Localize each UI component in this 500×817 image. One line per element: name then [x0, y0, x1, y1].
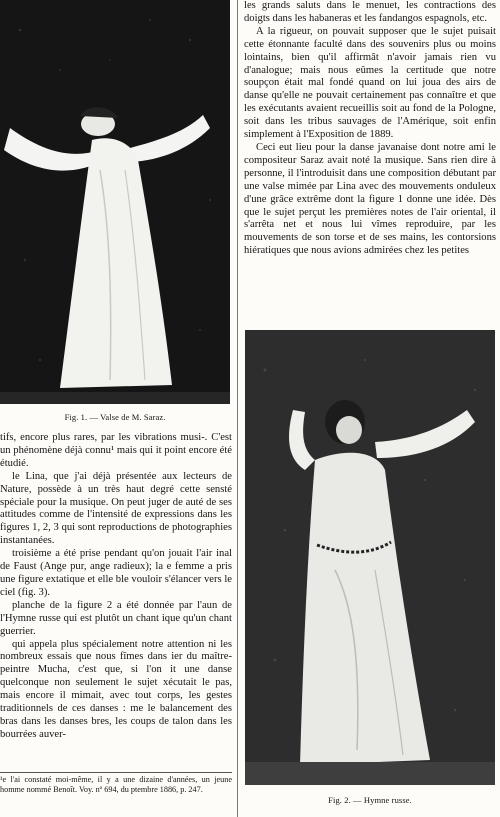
figure-1-caption: Fig. 1. — Valse de M. Saraz.	[64, 412, 166, 422]
right-column-text	[244, 0, 496, 258]
right-paragraph-1: les grands saluts dans le menuet, les contractions des doigts dans les habaneras et les fandangos espagnols, etc.	[244, 0, 496, 24]
figure-1-dancer-illustration	[0, 0, 230, 404]
figure-2-caption: Fig. 2. — Hymne russe.	[328, 795, 412, 805]
figure-2-dancer-illustration	[245, 330, 495, 785]
right-paragraph-2: A la rigueur, on pouvait supposer que le sujet puisait cette étonnante faculté dans des souvenirs plus ou moins lointains, bien qu'il affirmât n'avoir jamais rien vu d'analogue; mais nous eûmes la certitude que notre soupçon était mal fondé quand on lui joua des airs de danse qu'elle ne pouvait certainement pas connaître et que les exécutants avaient recueillis soit au fond de la Pologne, soit dans les tribus sauvages de l'Amérique, soit enfin simplement à l'Exposition de 1889.	[244, 25, 496, 141]
left-paragraph-2: le Lina, que j'ai déjà présentée aux lecteurs de Nature, possède à un très haut degré cette sensté spéciale pour la musique. On peut juger de auté de ses attitudes comme de l'intensité de expressions dans les figures 1, 2, 3 qui sont reproductions de photographies instantanées.	[0, 470, 232, 547]
column-divider	[237, 0, 238, 817]
figure-2-photo	[245, 330, 495, 785]
footnote: ¹e l'ai constaté moi-même, il y a une dizaine d'années, un jeune homme nommé Benoît. Voy. nº 694, du ptembre 1886, p. 247.	[0, 772, 232, 795]
left-column-text	[0, 432, 232, 742]
left-paragraph-3: troisième a été prise pendant qu'on jouait l'air inal de Faust (Ange pur, ange radieux); la e femme a pris une figure extatique et elle ble vouloir s'élancer vers le ciel (fig. 3).	[0, 548, 232, 598]
left-paragraph-5: qui appela plus spécialement notre attention ni les nombreux essais que nous fîmes dans ier du maître-peintre Mucha, c'est que, si l'on it une danse quelconque non seulement le sujet xécutait le pas, mais encore il mimait, avec tout corps, les gestes traditionnels de ces danses : me le balancement des bras dans les danses bres, les coups de talon dans les bourrées auver-	[0, 638, 232, 740]
figure-1-photo	[0, 0, 230, 404]
right-paragraph-3: Ceci eut lieu pour la danse javanaise dont notre ami le compositeur Saraz avait noté la musique. Sans rien dire à personne, il l'introduisit dans une composition débutant par une valse mimée par Lina avec des mouvements onduleux d'une grâce extrême dont la figure 1 donne une idée. Dès que le sujet perçut les premières notes de l'air oriental, il s'arrêta net et nous lui vîmes reproduire, par les mouvements de son torse et de ses mains, les contorsions hiératiques que nous avions admirées chez les petites	[244, 141, 496, 257]
left-paragraph-4: planche de la figure 2 a été donnée par l'aun de l'Hymne russe qui est plutôt un chant ique qu'un chant guerrier.	[0, 599, 232, 637]
left-paragraph-1: tifs, encore plus rares, par les vibrations musi-. C'est un phénomène déjà connu¹ mais qui it point encore été étudié.	[0, 432, 232, 469]
